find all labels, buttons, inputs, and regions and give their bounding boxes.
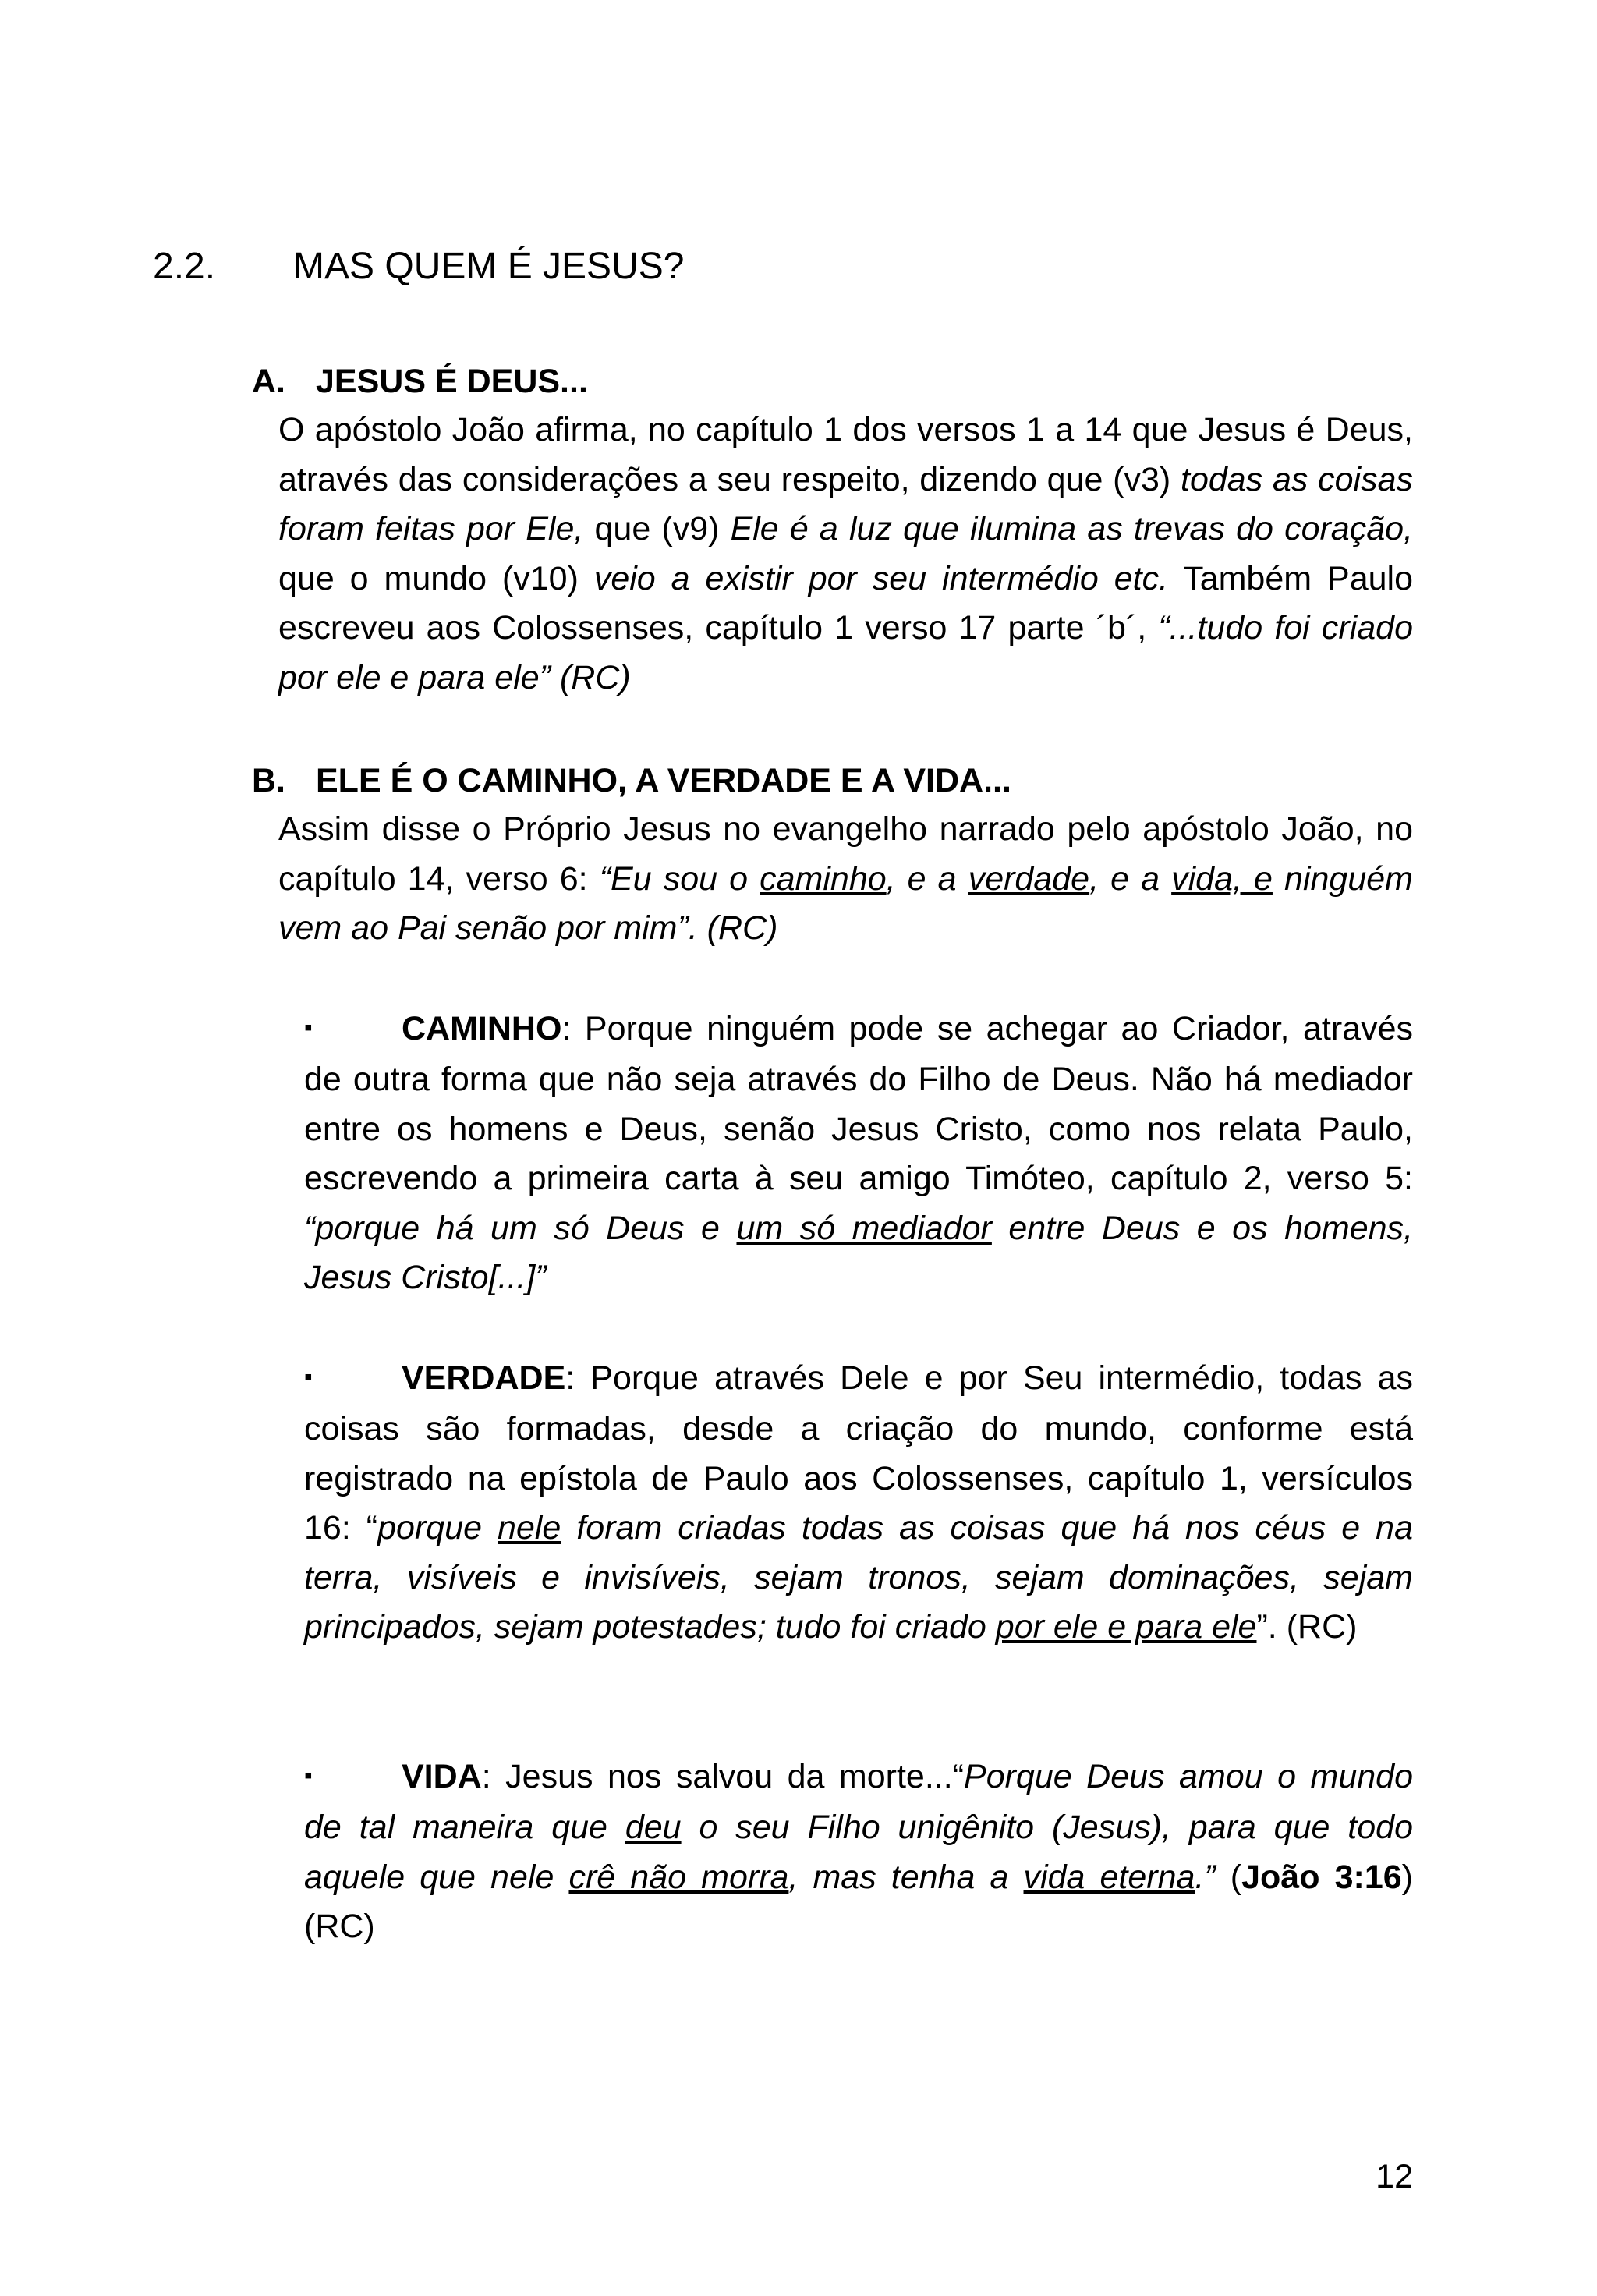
- text-run: : Porque através Dele e por Seu intermédio, todas as coisas são formadas, desde a criação do mundo, conforme está registrado na epístola de Paulo aos Colossenses, capítulo 1, versículos 16: “: [304, 1359, 1413, 1547]
- italic-quote: , e a: [886, 859, 968, 898]
- subsection-b-letter: B.: [252, 762, 285, 799]
- text-run: O apóstolo João afirma, no capítulo 1 dos versos 1 a 14 que Jesus é Deus, através das considerações a seu respeito, dizendo que (v3): [278, 411, 1413, 498]
- section-heading: [153, 248, 684, 285]
- underlined-phrase: vida eterna: [1023, 1858, 1195, 1896]
- italic-quote: “Eu sou o: [599, 859, 760, 898]
- italic-quote: o seu Filho unigênito (Jesus), para que todo aquele que nele: [304, 1809, 1413, 1896]
- italic-quote: ninguém vem ao Pai senão por mim”. (RC): [278, 859, 1413, 947]
- subsection-b-heading: ELE É O CAMINHO, A VERDADE E A VIDA...: [316, 762, 1011, 799]
- section-title: MAS QUEM É JESUS?: [293, 246, 685, 287]
- subsection-a-letter: A.: [252, 363, 285, 400]
- text-run: (: [1215, 1858, 1242, 1896]
- section-number: 2.2.: [153, 246, 216, 287]
- italic-quote: Ele é a luz que ilumina as trevas do coração,: [730, 510, 1413, 547]
- italic-quote: veio a existir por seu intermédio etc.: [593, 559, 1169, 597]
- text-run: Assim disse o Próprio Jesus no evangelho narrado pelo apóstolo João, no capítulo 14, verso 6:: [278, 810, 1413, 898]
- bold-reference: João 3:16: [1241, 1858, 1402, 1896]
- bullet-caminho: [304, 1004, 1413, 1303]
- italic-quote: foram criadas todas as coisas que há nos céus e na terra, visíveis e invisíveis, sejam tronos, sejam dominações, sejam principados, sejam potestades; tudo foi criado: [304, 1509, 1414, 1646]
- italic-quote: , mas tenha a: [788, 1858, 1024, 1896]
- italic-quote: , e a: [1089, 859, 1172, 898]
- subsection-b-title: [252, 764, 1011, 798]
- text-run: que (v9): [583, 510, 731, 547]
- text-run: : Jesus nos salvou da morte...“: [481, 1758, 965, 1795]
- bullet-marker-icon: ▪: [304, 1014, 313, 1040]
- text-run: ) (RC): [304, 1858, 1413, 1946]
- text-run: Também Paulo escreveu aos Colossenses, capítulo 1 verso 17 parte ´b´,: [278, 559, 1413, 647]
- italic-quote: entre Deus e os homens, Jesus Cristo[...]”: [304, 1209, 1413, 1297]
- bullet-term: VIDA: [402, 1758, 482, 1795]
- bullet-vida: [304, 1752, 1413, 1952]
- italic-quote: “porque há um só Deus e: [304, 1209, 737, 1247]
- underlined-word: nele: [498, 1509, 561, 1547]
- italic-quote: .”: [1195, 1858, 1216, 1896]
- bullet-term: CAMINHO: [402, 1010, 562, 1047]
- underlined-phrase: por ele e para ele: [995, 1608, 1257, 1646]
- italic-quote: todas as coisas foram feitas por Ele,: [278, 460, 1413, 547]
- text-run: ”. (RC): [1256, 1608, 1358, 1646]
- page-number: 12: [1376, 2158, 1413, 2195]
- subsection-a-paragraph: [278, 406, 1413, 703]
- italic-quote: porque: [377, 1509, 498, 1547]
- subsection-b-paragraph: [278, 805, 1413, 954]
- bullet-term: VERDADE: [402, 1359, 566, 1397]
- text-run: : Porque ninguém pode se achegar ao Criador, através de outra forma que não seja através do Filho de Deus. Não há mediador entre os homens e Deus, senão Jesus Cristo, como nos relata Paulo, escrevendo a primeira carta à seu amigo Timóteo, capítulo 2, verso 5:: [304, 1010, 1413, 1198]
- underlined-word: verdade: [968, 859, 1090, 898]
- subsection-a-heading: JESUS É DEUS...: [316, 363, 588, 400]
- bullet-verdade: [304, 1354, 1413, 1653]
- subsection-a-title: [252, 365, 588, 399]
- underlined-word: deu: [625, 1809, 682, 1847]
- underlined-phrase: crê não morra: [568, 1858, 789, 1896]
- underlined-word: caminho: [760, 859, 887, 898]
- bullet-marker-icon: ▪: [304, 1363, 313, 1390]
- underlined-phrase: um só mediador: [736, 1209, 992, 1247]
- italic-quote: Porque Deus amou o mundo de tal maneira que: [304, 1758, 1413, 1847]
- underlined-word: vida, e: [1171, 859, 1273, 898]
- bullet-marker-icon: ▪: [304, 1762, 313, 1788]
- text-run: que o mundo (v10): [278, 559, 594, 597]
- italic-quote: “...tudo foi criado por ele e para ele” (RC): [278, 609, 1413, 696]
